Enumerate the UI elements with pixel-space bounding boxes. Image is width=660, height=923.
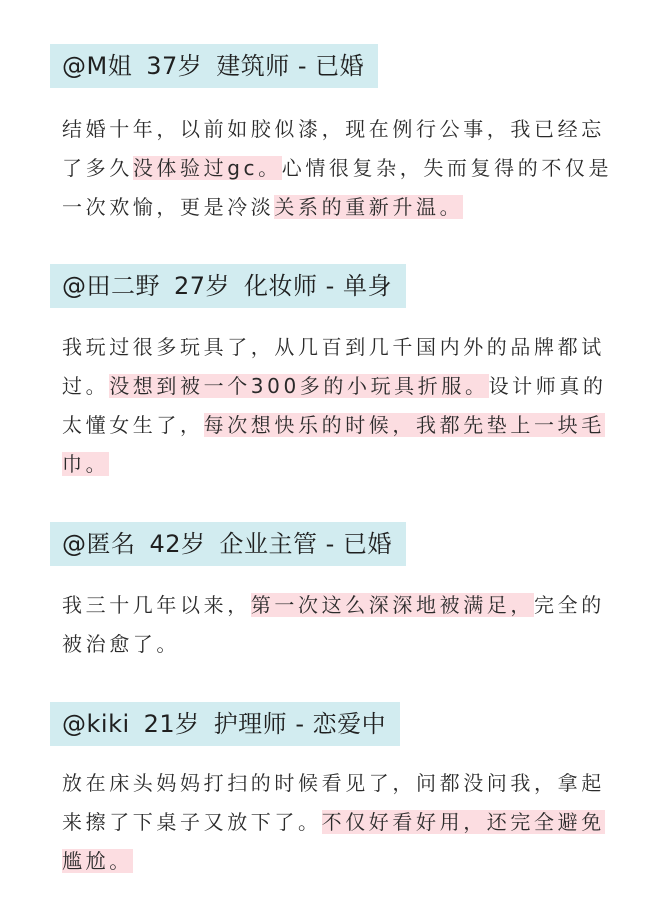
user-age: 42岁	[149, 530, 206, 558]
text-segment: 完全的被治愈了。	[62, 593, 605, 656]
user-tag	[50, 522, 406, 566]
user-job: 建筑师 - 已婚	[216, 52, 365, 80]
highlighted-text: 没体验过gc。	[132, 156, 282, 180]
text-segment: 心情很复杂，失而复得的不仅是一次欢愉，更是冷淡	[62, 156, 613, 219]
user-handle: @匿名	[62, 530, 136, 558]
text-segment: 结婚十年，以前如胶似漆，现在例行公事，我已经忘了多久	[62, 117, 605, 180]
highlighted-text: 关系的重新升温。	[274, 195, 464, 219]
testimonial-text	[62, 586, 622, 664]
user-tag	[50, 702, 400, 746]
user-age: 27岁	[174, 272, 231, 300]
user-job: 企业主管 - 已婚	[219, 530, 392, 558]
highlighted-text: 不仅好看好用，还完全避免尴尬。	[62, 810, 605, 873]
text-segment: 我玩过很多玩具了，从几百到几千国内外的品牌都试过。	[62, 335, 605, 398]
user-handle: @kiki	[62, 710, 130, 738]
user-tag	[50, 264, 406, 308]
user-age: 21岁	[143, 710, 200, 738]
text-segment: 我三十几年以来，	[62, 593, 251, 617]
testimonial-text	[62, 764, 622, 881]
user-job: 护理师 - 恋爱中	[213, 710, 387, 738]
user-tag	[50, 44, 378, 88]
text-segment: 设计师真的太懂女生了，	[62, 374, 607, 437]
user-job: 化妆师 - 单身	[244, 272, 392, 300]
testimonial-text	[62, 110, 622, 227]
testimonial-text	[62, 328, 622, 484]
text-segment: 放在床头妈妈打扫的时候看见了，问都没问我，拿起来擦了下桌子又放下了。	[62, 771, 605, 834]
highlighted-text: 第一次这么深深地被满足，	[250, 593, 535, 617]
user-handle: @田二野	[62, 272, 160, 300]
highlighted-text: 没想到被一个300多的小玩具折服。	[109, 374, 489, 398]
user-handle: @M姐	[62, 52, 133, 80]
user-age: 37岁	[146, 52, 203, 80]
highlighted-text: 每次想快乐的时候，我都先垫上一块毛巾。	[62, 413, 605, 476]
